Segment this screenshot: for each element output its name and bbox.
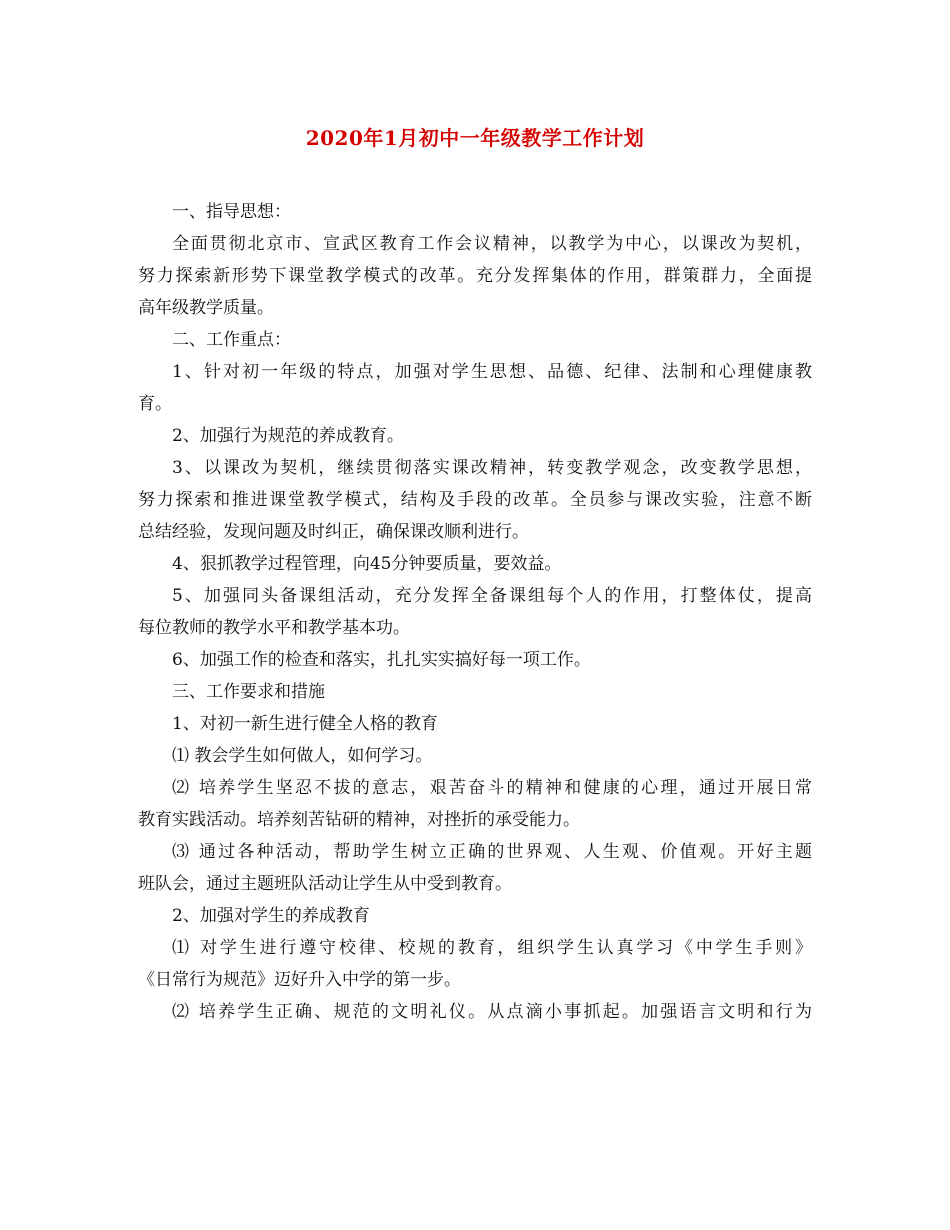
text-line: 6、加强工作的检查和落实，扎扎实实搞好每一项工作。 bbox=[172, 650, 591, 670]
text-line: ⑴ 教会学生如何做人，如何学习。 bbox=[172, 746, 433, 766]
document-title: 2020年1月初中一年级教学工作计划 bbox=[305, 126, 645, 150]
text-line: 1、针对初一年级的特点，加强对学生思想、品德、纪律、法制和心理健康教 bbox=[172, 362, 812, 382]
text-line: 一、指导思想： bbox=[172, 202, 291, 222]
text-line: 总结经验，发现问题及时纠正，确保课改顺利进行。 bbox=[138, 522, 529, 542]
text-line: 3、以课改为契机，继续贯彻落实课改精神，转变教学观念，改变教学思想， bbox=[172, 458, 812, 478]
text-line: 努力探索和推进课堂教学模式，结构及手段的改革。全员参与课改实验，注意不断 bbox=[138, 490, 812, 510]
text-line: 努力探索新形势下课堂教学模式的改革。充分发挥集体的作用，群策群力，全面提 bbox=[138, 266, 812, 286]
text-line: 4、狠抓教学过程管理，向45分钟要质量，要效益。 bbox=[172, 554, 562, 574]
text-line: ⑶ 通过各种活动，帮助学生树立正确的世界观、人生观、价值观。开好主题 bbox=[172, 842, 812, 862]
text-line: 班队会，通过主题班队活动让学生从中受到教育。 bbox=[138, 874, 512, 894]
text-line: ⑴ 对学生进行遵守校律、校规的教育，组织学生认真学习《中学生手则》 bbox=[172, 938, 812, 958]
text-line: 全面贯彻北京市、宣武区教育工作会议精神，以教学为中心，以课改为契机， bbox=[172, 234, 812, 254]
text-line: 每位教师的教学水平和教学基本功。 bbox=[138, 618, 410, 638]
text-line: 教育实践活动。培养刻苦钻研的精神，对挫折的承受能力。 bbox=[138, 810, 580, 830]
text-line: 高年级教学质量。 bbox=[138, 298, 274, 318]
text-line: 《日常行为规范》迈好升入中学的第一步。 bbox=[138, 970, 461, 990]
text-line: 5、加强同头备课组活动，充分发挥全备课组每个人的作用，打整体仗，提高 bbox=[172, 586, 812, 606]
text-line: 育。 bbox=[138, 394, 172, 414]
text-line: ⑵ 培养学生坚忍不拔的意志，艰苦奋斗的精神和健康的心理，通过开展日常 bbox=[172, 778, 812, 798]
text-line: 1、对初一新生进行健全人格的教育 bbox=[172, 714, 438, 734]
document-body bbox=[138, 196, 812, 1028]
text-line: 二、工作重点： bbox=[172, 330, 291, 350]
text-line: ⑵ 培养学生正确、规范的文明礼仪。从点滴小事抓起。加强语言文明和行为 bbox=[172, 1002, 812, 1022]
text-line: 2、加强对学生的养成教育 bbox=[172, 906, 370, 926]
text-line: 2、加强行为规范的养成教育。 bbox=[172, 426, 404, 446]
text-line: 三、工作要求和措施 bbox=[172, 682, 325, 702]
